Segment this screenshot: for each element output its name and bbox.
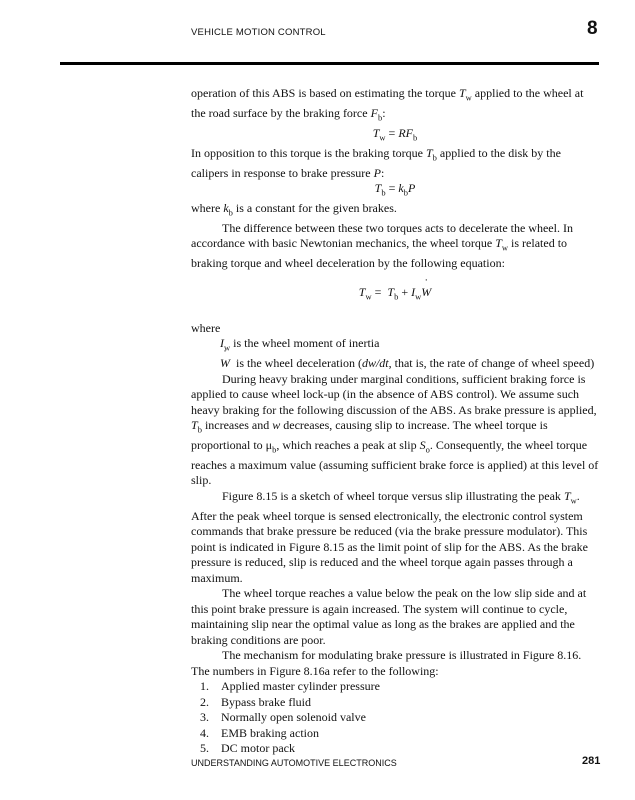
header-rule: [60, 62, 599, 65]
list-item: 4. EMB braking action: [200, 725, 319, 740]
paragraph: The difference between these two torques acts to decelerate the wheel. In accordance with basic Newtonian mechanics, the wheel torque $T_w$ is related to braking torque and wheel deceleration by the following equation:: [191, 220, 573, 271]
definition-inertia: $I_w$ is the wheel moment of inertia: [220, 336, 380, 353]
running-footer-title: UNDERSTANDING AUTOMOTIVE ELECTRONICS: [191, 758, 397, 768]
paragraph: During heavy braking under marginal conditions, sufficient braking force is applied to cause wheel lock-up (in the absence of ABS control). We assume such heavy braking for the following discussion of the ABS. As brake pressure is applied, $T_b$ increases and w decreases, causing slip to increase. The wheel torque is proportional to $\mu_b$, which reaches a peak at slip $S_o$. Consequently, the wheel torque reaches a maximum value (assuming sufficient brake force is applied) at this level of slip.: [191, 371, 599, 488]
chapter-number: 8: [587, 18, 598, 39]
definition-deceleration: ˙ W is the wheel deceleration (dw/dt, that is, the rate of change of wheel speed): [191, 356, 599, 372]
equation-wheel-torque: $T_w = RF_b$: [372, 125, 418, 143]
list-item: 1. Applied master cylinder pressure: [200, 679, 380, 694]
paragraph: In opposition to this torque is the braking torque $T_b$ applied to the disk by the calipers in response to brake pressure P:: [191, 145, 561, 180]
list-item: 5. DC motor pack: [200, 741, 295, 756]
list-item: 2. Bypass brake fluid: [200, 694, 311, 709]
equation-torque-balance: $T_w = T_b$ + $I_w˙$ W: [191, 285, 599, 305]
paragraph: The mechanism for modulating brake pressure is illustrated in Figure 8.16. The numbers in Figure 8.16a refer to the following:: [191, 648, 582, 678]
paragraph: Figure 8.15 is a sketch of wheel torque versus slip illustrating the peak $T_w$. After the peak wheel torque is sensed electronically, the electronic control system commands that brake pressure be reduced (via the brake pressure modulator). This point is indicated in Figure 8.15 as the limit point of slip for the ABS. As the brake pressure is reduced, slip is reduced and the wheel torque again passes through a maximum.: [191, 488, 588, 585]
running-header-title: VEHICLE MOTION CONTROL: [191, 27, 326, 38]
list-item: 3. Normally open solenoid valve: [200, 710, 366, 725]
numbered-list: [191, 679, 599, 757]
page-number: 281: [582, 755, 601, 767]
paragraph: operation of this ABS is based on estimating the torque $T_w$ applied to the wheel at the road surface by the braking force $F_b$:: [191, 86, 584, 123]
equation-brake-torque: $T_b = k_bP$: [374, 181, 416, 198]
paragraph: The wheel torque reaches a value below the peak on the low slip side and at this point brake pressure is again increased. The system will continue to cycle, maintaining slip near the optimal value as long as the brakes are applied and the braking conditions are poor.: [191, 586, 587, 647]
page-body: [191, 86, 599, 757]
where-label: where: [191, 320, 221, 335]
paragraph: where $k_b$ is a constant for the given brakes.: [191, 200, 397, 218]
